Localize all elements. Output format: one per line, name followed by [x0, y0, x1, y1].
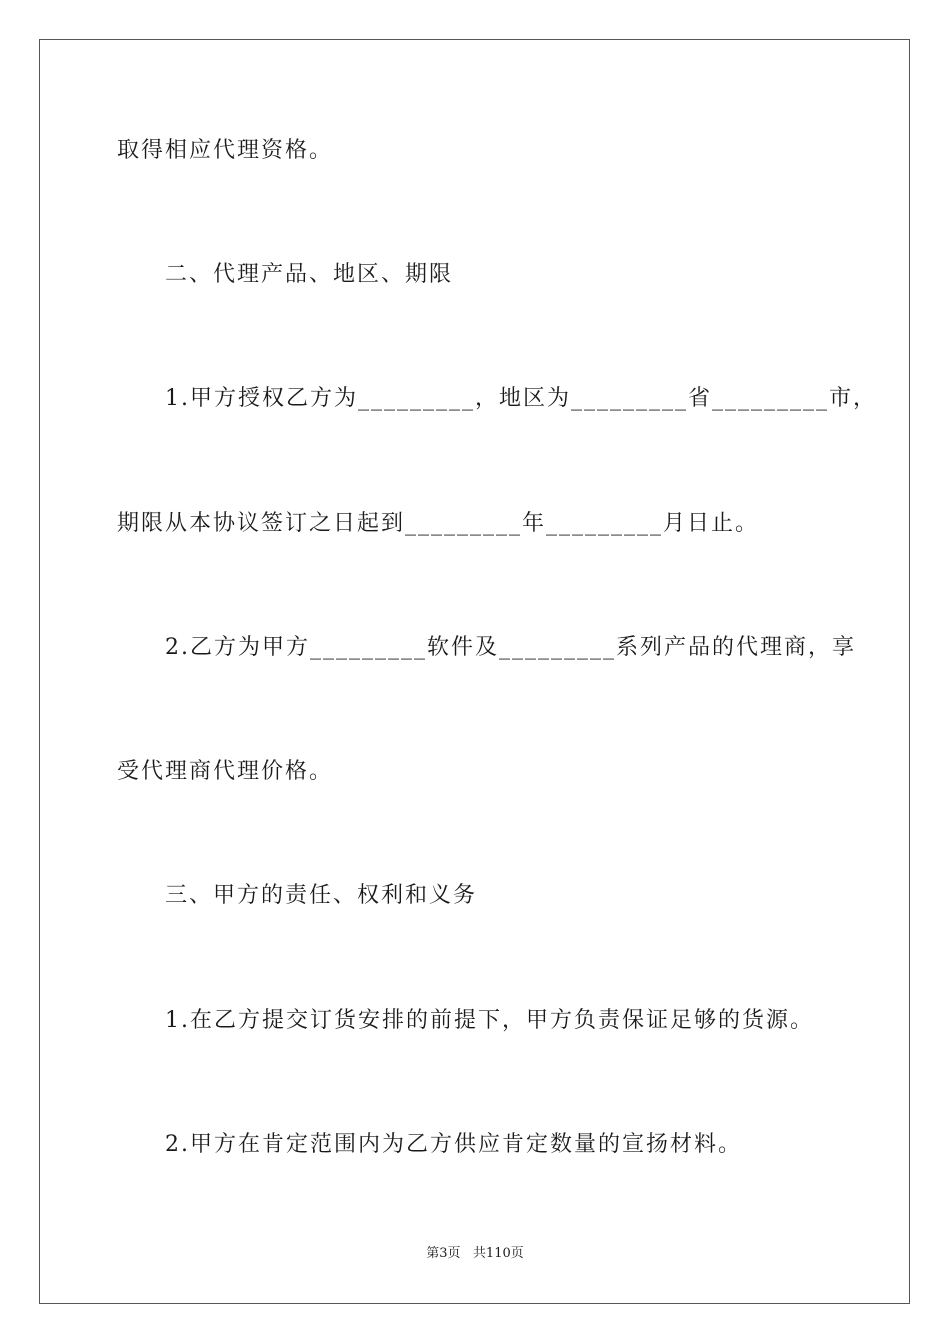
paragraph-line: 1.在乙方提交订货安排的前提下，甲方负责保证足够的货源。 — [165, 1008, 814, 1033]
page-footer: 第3页 共110页 — [426, 1246, 524, 1261]
paragraph-line: 取得相应代理资格。 — [117, 138, 334, 163]
section-heading: 三、甲方的责任、权利和义务 — [165, 883, 478, 908]
paragraph-line: 受代理商代理价格。 — [117, 759, 334, 784]
page-border — [39, 39, 910, 1304]
section-heading: 二、代理产品、地区、期限 — [165, 262, 454, 287]
paragraph-line: 1.甲方授权乙方为_________，地区为_________省_________市， — [165, 386, 877, 411]
paragraph-line: 期限从本协议签订之日起到_________年_________月日止。 — [117, 511, 760, 536]
paragraph-line: 2.乙方为甲方_________软件及_________系列产品的代理商，享 — [165, 635, 856, 660]
paragraph-line: 2.甲方在肯定范围内为乙方供应肯定数量的宣扬材料。 — [165, 1132, 742, 1157]
